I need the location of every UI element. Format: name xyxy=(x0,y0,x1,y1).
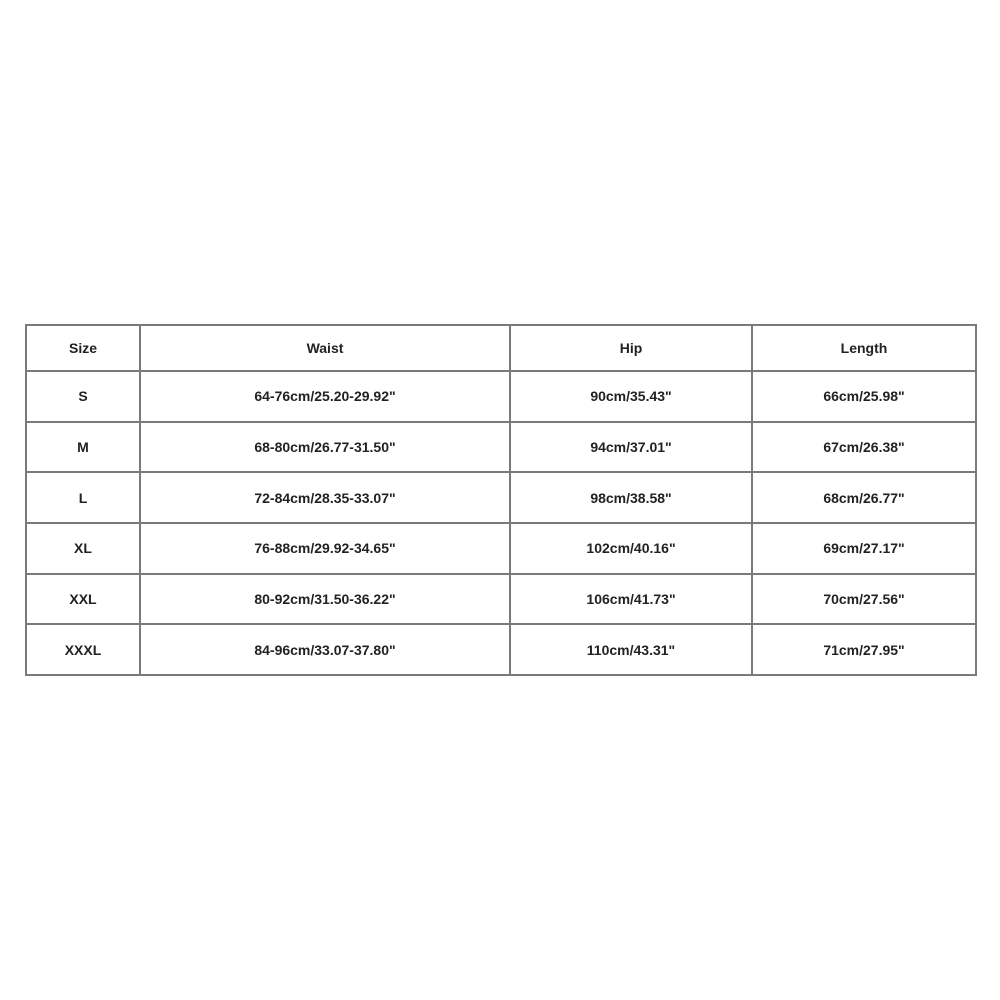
cell-hip: 98cm/38.58" xyxy=(510,472,752,523)
cell-hip: 110cm/43.31" xyxy=(510,624,752,675)
cell-size: XXXL xyxy=(26,624,140,675)
cell-waist: 84-96cm/33.07-37.80" xyxy=(140,624,510,675)
cell-length: 67cm/26.38" xyxy=(752,422,976,473)
cell-size: XL xyxy=(26,523,140,574)
cell-size: L xyxy=(26,472,140,523)
cell-hip: 102cm/40.16" xyxy=(510,523,752,574)
cell-length: 71cm/27.95" xyxy=(752,624,976,675)
cell-size: XXL xyxy=(26,574,140,625)
table-row xyxy=(26,523,976,574)
cell-length: 66cm/25.98" xyxy=(752,371,976,422)
table-row xyxy=(26,422,976,473)
table-row xyxy=(26,371,976,422)
cell-waist: 80-92cm/31.50-36.22" xyxy=(140,574,510,625)
table-row xyxy=(26,624,976,675)
cell-size: M xyxy=(26,422,140,473)
cell-length: 69cm/27.17" xyxy=(752,523,976,574)
cell-waist: 72-84cm/28.35-33.07" xyxy=(140,472,510,523)
table-header-row xyxy=(26,325,976,371)
header-hip: Hip xyxy=(510,325,752,371)
cell-size: S xyxy=(26,371,140,422)
cell-hip: 90cm/35.43" xyxy=(510,371,752,422)
header-length: Length xyxy=(752,325,976,371)
header-waist: Waist xyxy=(140,325,510,371)
header-size: Size xyxy=(26,325,140,371)
cell-length: 68cm/26.77" xyxy=(752,472,976,523)
table-row xyxy=(26,574,976,625)
cell-waist: 76-88cm/29.92-34.65" xyxy=(140,523,510,574)
table-row xyxy=(26,472,976,523)
cell-waist: 68-80cm/26.77-31.50" xyxy=(140,422,510,473)
cell-hip: 106cm/41.73" xyxy=(510,574,752,625)
size-chart-table xyxy=(25,324,977,676)
cell-hip: 94cm/37.01" xyxy=(510,422,752,473)
cell-waist: 64-76cm/25.20-29.92" xyxy=(140,371,510,422)
cell-length: 70cm/27.56" xyxy=(752,574,976,625)
